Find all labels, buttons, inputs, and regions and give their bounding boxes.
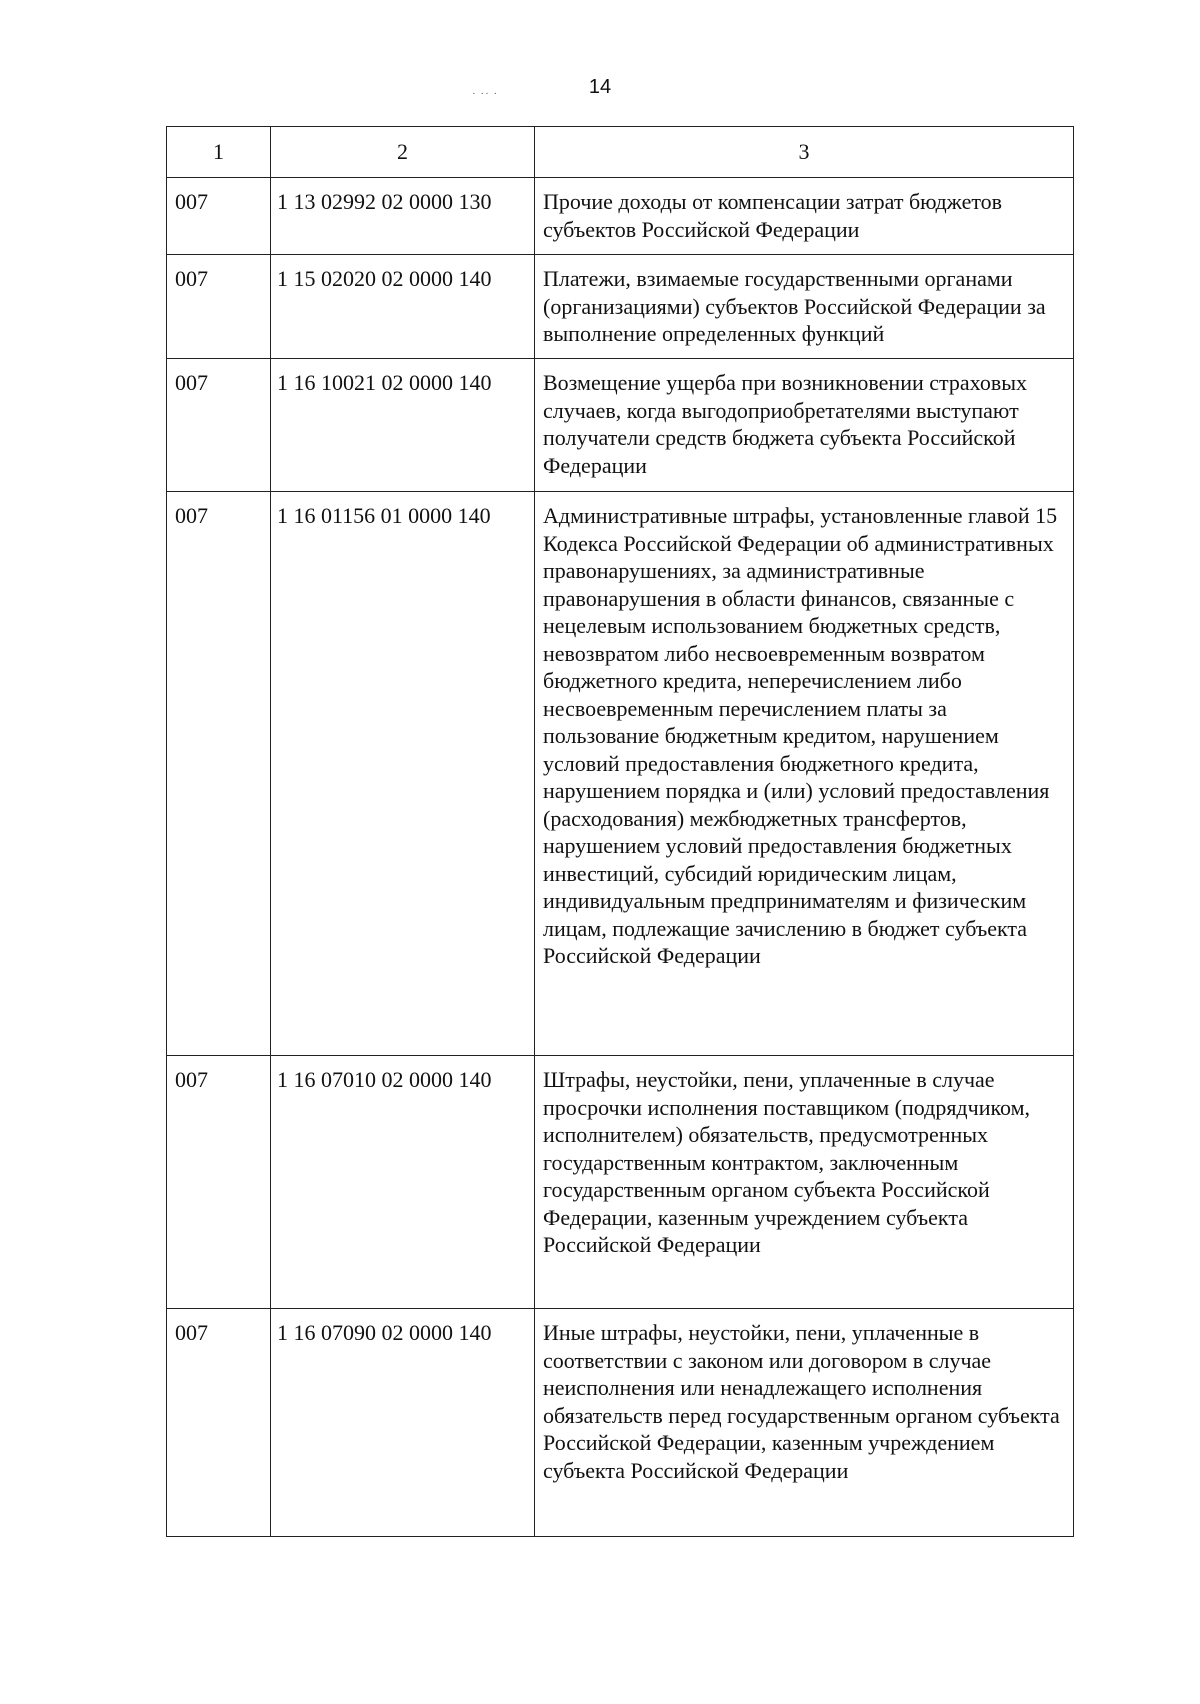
table-row	[167, 178, 1074, 255]
column-header-3: 3	[535, 127, 1074, 178]
description-cell: Административные штрафы, установленные главой 15 Кодекса Российской Федерации об административных правонарушениях, за административные правонарушения в области финансов, связанные с нецелевым использованием бюджетных средств, невозвратом либо несвоевременным возвратом бюджетного кредита, неперечислением либо несвоевременным перечислением платы за пользование бюджетным кредитом, нарушением условий предоставления бюджетного кредита, нарушением порядка и (или) условий предоставления (расходования) межбюджетных трансфертов, нарушением условий предоставления бюджетных инвестиций, субсидий юридическим лицам, индивидуальным предпринимателям и физическим лицам, подлежащие зачислению в бюджет субъекта Российской Федерации	[535, 492, 1074, 1056]
kbk-code-cell: 1 13 02992 02 0000 130	[271, 178, 535, 255]
admin-code-cell: 007	[167, 492, 271, 1056]
page-number: 14	[588, 76, 612, 98]
admin-code-cell: 007	[167, 255, 271, 359]
income-codes-table	[166, 126, 1074, 1537]
admin-code-cell: 007	[167, 359, 271, 492]
table-row	[167, 1056, 1074, 1309]
admin-code-cell: 007	[167, 1309, 271, 1537]
admin-code-cell: 007	[167, 178, 271, 255]
table-row	[167, 492, 1074, 1056]
kbk-code-cell: 1 16 10021 02 0000 140	[271, 359, 535, 492]
kbk-code-cell: 1 16 01156 01 0000 140	[271, 492, 535, 1056]
table-row	[167, 1309, 1074, 1537]
column-header-1: 1	[167, 127, 271, 178]
description-cell: Возмещение ущерба при возникновении страховых случаев, когда выгодоприобретателями выступают получатели средств бюджета субъекта Российской Федерации	[535, 359, 1074, 492]
description-cell: Платежи, взимаемые государственными органами (организациями) субъектов Российской Федерации за выполнение определенных функций	[535, 255, 1074, 359]
scan-artifact-mark: · ·· ·	[472, 88, 499, 100]
admin-code-cell: 007	[167, 1056, 271, 1309]
kbk-code-cell: 1 16 07010 02 0000 140	[271, 1056, 535, 1309]
kbk-code-cell: 1 15 02020 02 0000 140	[271, 255, 535, 359]
column-header-2: 2	[271, 127, 535, 178]
description-cell: Штрафы, неустойки, пени, уплаченные в случае просрочки исполнения поставщиком (подрядчиком, исполнителем) обязательств, предусмотренных государственным контрактом, заключенным государственным органом субъекта Российской Федерации, казенным учреждением субъекта Российской Федерации	[535, 1056, 1074, 1309]
description-cell: Иные штрафы, неустойки, пени, уплаченные в соответствии с законом или договором в случае неисполнения или ненадлежащего исполнения обязательств перед государственным органом субъекта Российской Федерации, казенным учреждением субъекта Российской Федерации	[535, 1309, 1074, 1537]
table-row	[167, 359, 1074, 492]
table-header-row	[167, 127, 1074, 178]
description-cell: Прочие доходы от компенсации затрат бюджетов субъектов Российской Федерации	[535, 178, 1074, 255]
table-row	[167, 255, 1074, 359]
kbk-code-cell: 1 16 07090 02 0000 140	[271, 1309, 535, 1537]
